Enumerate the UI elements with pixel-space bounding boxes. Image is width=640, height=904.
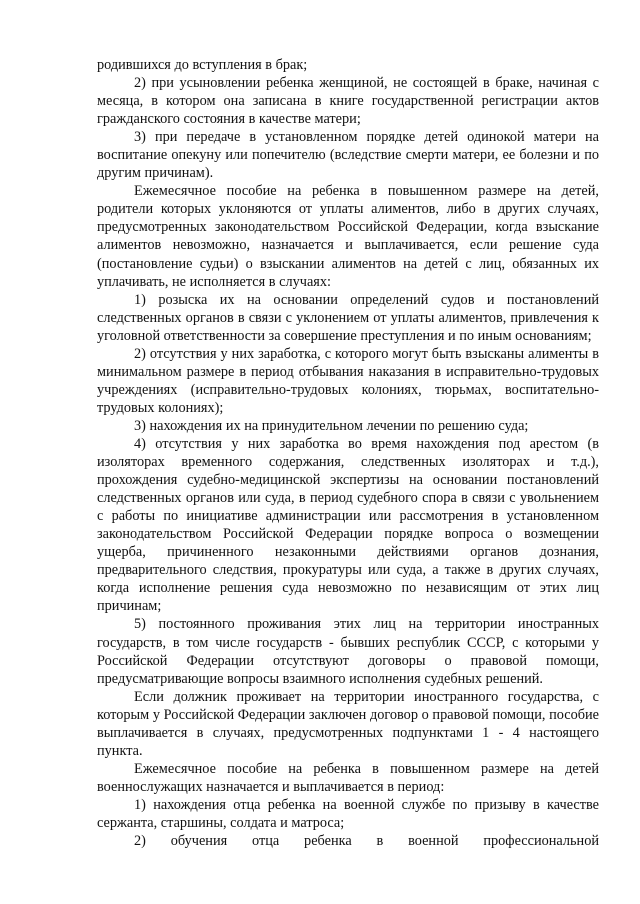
paragraph-alimony-item-4: 4) отсутствия у них заработка во время нахождения под арестом (в изоляторах временного содержания, следственных изоляторах и т.д.), прохождения судебно-медицинской экспертизы на основании постановлений следственных органов или суда, в период судебного спора в связи с увольнением с работы по инициативе администрации или рассмотрения в установленном законодательством Российской Федерации порядке вопроса о возмещении ущерба, причиненного незаконными действиями органов дознания, предварительного следствия, прокуратуры или суда, а также в других случаях, когда исполнение решения суда невозможно по независящим от этих лиц причинам; — [97, 435, 599, 615]
paragraph-foreign-debtor: Если должник проживает на территории иностранного государства, с которым у Российской Федерации заключен договор о правовой помощи, пособие выплачивается в случаях, предусмотренных подпунктами 1 - 4 настоящего пункта. — [97, 688, 599, 759]
paragraph-alimony-item-5: 5) постоянного проживания этих лиц на территории иностранных государств, в том числе государств - бывших республик СССР, с которыми у Российской Федерации отсутствуют договоры о правовой помощи, предусматривающие вопросы взаимного исполнения судебных решений. — [97, 616, 599, 687]
paragraph-military-intro: Ежемесячное пособие на ребенка в повышенном размере на детей военнослужащих назначается и выплачивается в период: — [97, 760, 599, 795]
paragraph-continuation: родившихся до вступления в брак; — [97, 57, 308, 73]
paragraph-alimony-item-3: 3) нахождения их на принудительном лечении по решению суда; — [134, 417, 529, 434]
paragraph-item-2-adoption: 2) при усыновлении ребенка женщиной, не состоящей в браке, начиная с месяца, в котором она записана в книге государственной регистрации актов гражданского состояния в качестве матери; — [97, 75, 599, 128]
paragraph-alimony-item-2: 2) отсутствия у них заработка, с которого могут быть взысканы алименты в минимальном размере в период отбывания наказания в исправительно-трудовых учреждениях (исправительно-трудовых колониях, тюрьмах, воспитательно-трудовых колониях); — [97, 345, 599, 416]
document-page — [97, 56, 599, 850]
paragraph-military-item-1: 1) нахождения отца ребенка на военной службе по призыву в качестве сержанта, старшины, солдата и матроса; — [97, 796, 599, 831]
paragraph-military-item-2: 2) обучения отца ребенка в военной профессиональной — [134, 833, 599, 850]
paragraph-alimony-item-1: 1) розыска их на основании определений судов и постановлений следственных органов в связи с уклонением от уплаты алиментов, привлечения к уголовной ответственности за совершение преступления и по иным основаниям; — [97, 291, 599, 344]
paragraph-item-3-guardian: 3) при передаче в установленном порядке детей одинокой матери на воспитание опекуну или попечителю (вследствие смерти матери, ее болезни и по другим причинам). — [97, 129, 599, 182]
paragraph-alimony-intro: Ежемесячное пособие на ребенка в повышенном размере на детей, родители которых уклоняются от уплаты алиментов, либо в других случаях, предусмотренных законодательством Российской Федерации, когда взыскание алиментов невозможно, назначается и выплачивается, если решение суда (постановление судьи) о взыскании алиментов на детей с лиц, обязанных их уплачивать, не исполняется в случаях: — [97, 183, 599, 290]
